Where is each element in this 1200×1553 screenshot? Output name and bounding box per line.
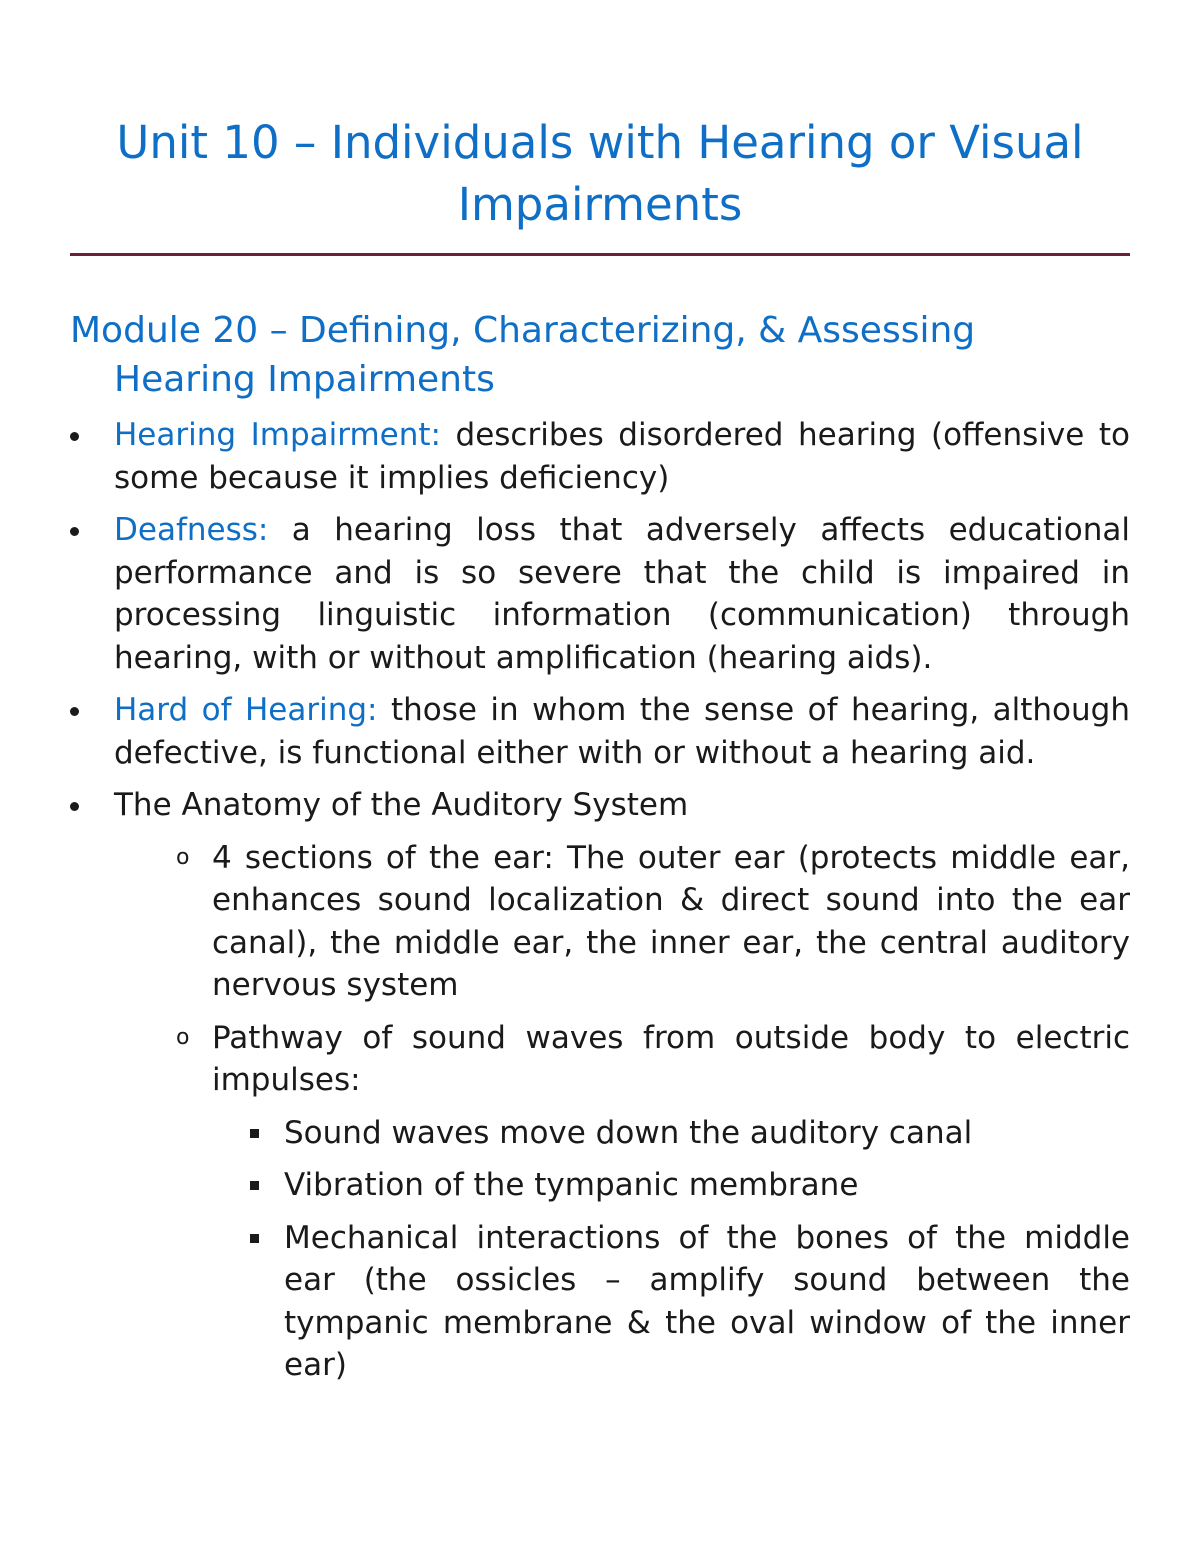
bullet-dot-icon xyxy=(70,527,79,536)
sub-sub-list-item xyxy=(284,1112,1130,1155)
sub-list xyxy=(114,837,1130,1387)
list-item-text: The Anatomy of the Auditory System xyxy=(114,787,689,823)
title-divider xyxy=(70,253,1130,256)
term-definition: those in whom the sense of hearing, although defective, is functional either with or without a hearing aid. xyxy=(114,692,1130,771)
term-label: Deafness: xyxy=(114,512,269,548)
square-bullet-icon xyxy=(250,1181,259,1190)
term-definition: a hearing loss that adversely affects educational performance and is so severe that the child is impaired in processing linguistic information (communication) through hearing, with or without amplification (hearing aids). xyxy=(114,512,1130,676)
sub-sub-list-item-text: Vibration of the tympanic membrane xyxy=(284,1167,859,1203)
list-item-hard-of-hearing xyxy=(70,689,1130,774)
sub-list-item-text: 4 sections of the ear: The outer ear (protects middle ear, enhances sound localization & direct sound into the ear canal), the middle ear, the inner ear, the central auditory nervous system xyxy=(212,839,1130,1003)
circle-bullet-icon: o xyxy=(176,1024,190,1050)
term-label: Hard of Hearing: xyxy=(114,692,378,728)
document-title: Unit 10 – Individuals with Hearing or Visual Impairments xyxy=(116,116,1084,231)
module-heading-line2: Hearing Impairments xyxy=(114,359,495,400)
circle-bullet-icon: o xyxy=(176,844,190,870)
sub-list-item xyxy=(176,1017,1130,1387)
bullet-dot-icon xyxy=(70,802,79,811)
sub-sub-list-item xyxy=(284,1217,1130,1387)
sub-list-item-text: Pathway of sound waves from outside body to electric impulses: xyxy=(212,1019,1130,1098)
term-definition: describes disordered hearing (offensive to some because it implies deficiency) xyxy=(114,417,1130,496)
list-item-anatomy xyxy=(70,784,1130,1387)
module-heading xyxy=(70,306,1130,404)
sub-sub-list xyxy=(212,1112,1130,1387)
bullet-dot-icon xyxy=(70,432,79,441)
list-item-hearing-impairment xyxy=(70,414,1130,499)
sub-sub-list-item-text: Sound waves move down the auditory canal xyxy=(284,1114,973,1151)
document-body xyxy=(70,414,1130,1397)
module-heading-line1: Module 20 – Defining, Characterizing, & Assessing xyxy=(70,310,976,351)
list-item-deafness xyxy=(70,509,1130,679)
square-bullet-icon xyxy=(250,1234,259,1243)
bullet-dot-icon xyxy=(70,707,79,716)
term-label: Hearing Impairment: xyxy=(114,417,441,453)
sub-list-item xyxy=(176,837,1130,1007)
bullet-list xyxy=(70,414,1130,1387)
sub-sub-list-item xyxy=(284,1164,1130,1207)
square-bullet-icon xyxy=(250,1129,259,1138)
sub-sub-list-item-text: Mechanical interactions of the bones of the middle ear (the ossicles – amplify sound between the tympanic membrane & the oval window of the inner ear) xyxy=(284,1219,1130,1383)
